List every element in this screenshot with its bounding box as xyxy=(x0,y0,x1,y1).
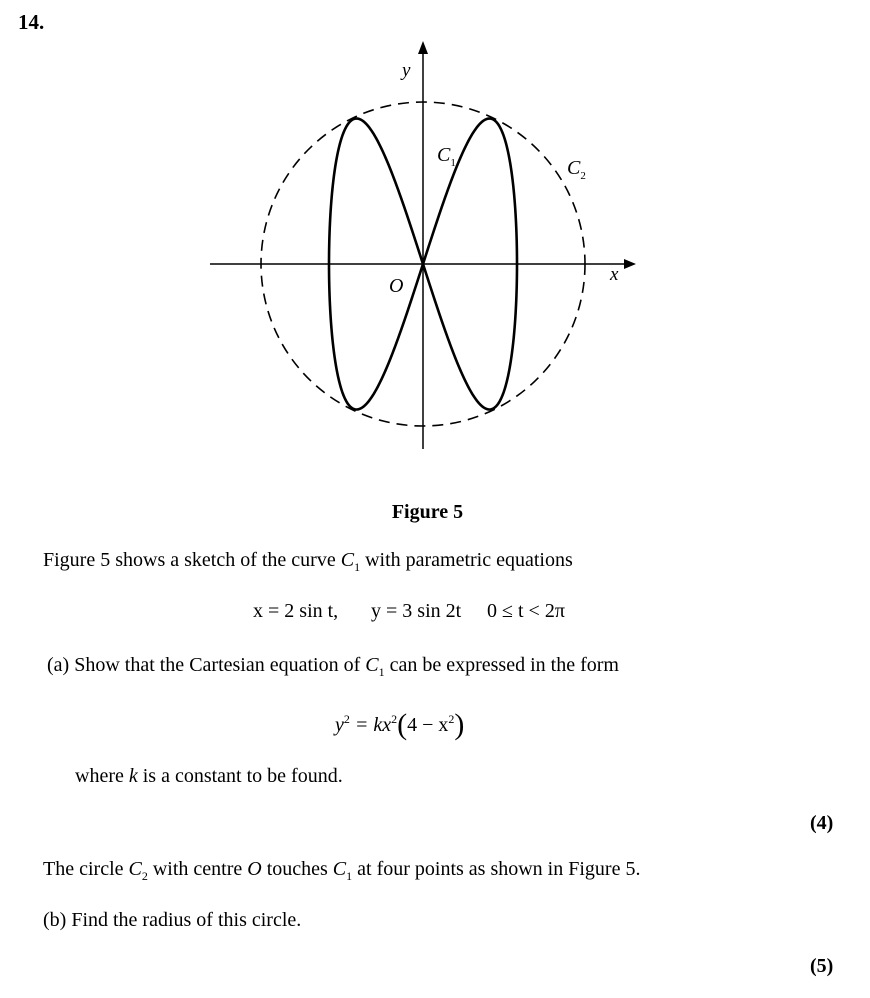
part-a-text-after: can be expressed in the form xyxy=(384,654,619,676)
eq-mid: = kx xyxy=(349,714,392,736)
intro-curve: C xyxy=(340,549,355,571)
cs-o: O xyxy=(247,858,262,880)
parametric-range: 0 ≤ t < 2π xyxy=(487,600,565,622)
cs-c1-sub: 1 xyxy=(346,869,353,883)
cartesian-equation xyxy=(335,705,464,739)
eq-open-paren: ( xyxy=(397,708,408,741)
where-k: k xyxy=(128,765,138,787)
eq-close-paren: ) xyxy=(454,708,465,741)
figure-5-sketch xyxy=(0,0,870,460)
parametric-x-eq: x = 2 sin t, xyxy=(253,600,339,622)
figure-caption: Figure 5 xyxy=(391,501,464,523)
x-axis-arrow xyxy=(624,259,636,269)
y-axis-label: y xyxy=(402,60,411,81)
eq-lhs-sup: 2 xyxy=(343,712,350,726)
cs-text1: The circle xyxy=(43,858,129,880)
cs-c1: C xyxy=(332,858,347,880)
part-a-text-before: (a) Show that the Cartesian equation of xyxy=(47,654,366,676)
eq-mid-sup: 2 xyxy=(391,712,398,726)
eq-inner-sup: 2 xyxy=(448,712,455,726)
cs-c2-sub: 2 xyxy=(141,869,148,883)
eq-inner: 4 − x xyxy=(407,714,449,736)
origin-label: O xyxy=(389,275,404,297)
part-a-curve-sub: 1 xyxy=(378,665,385,679)
part-b-marks: (5) xyxy=(810,955,834,977)
part-b-text: (b) Find the radius of this circle. xyxy=(43,909,302,931)
cs-text2: with centre xyxy=(147,858,248,880)
cs-text3: touches xyxy=(261,858,333,880)
curve-c2-label: $C_2$ xyxy=(567,157,586,182)
x-axis-label: x xyxy=(610,264,619,285)
intro-text-after: with parametric equations xyxy=(360,549,573,571)
intro-text-before: Figure 5 shows a sketch of the curve xyxy=(43,549,341,571)
cs-c2: C xyxy=(128,858,142,880)
where-before: where xyxy=(75,765,129,787)
part-a-where xyxy=(75,765,343,788)
cs-text4: at four points as shown in Figure 5. xyxy=(352,858,641,880)
circle-statement xyxy=(43,858,640,881)
part-a-line xyxy=(47,654,619,677)
eq-lhs: y xyxy=(335,714,344,736)
where-after: is a constant to be found. xyxy=(137,765,343,787)
y-axis-arrow xyxy=(418,41,428,54)
question-number: 14. xyxy=(18,10,45,34)
intro-line xyxy=(43,549,573,572)
curve-c1-label: $C_1$ xyxy=(437,144,456,169)
part-a-curve: C xyxy=(365,654,379,676)
intro-curve-sub: 1 xyxy=(354,560,361,574)
part-a-marks: (4) xyxy=(810,812,834,834)
parametric-y-eq: y = 3 sin 2t xyxy=(371,600,462,622)
